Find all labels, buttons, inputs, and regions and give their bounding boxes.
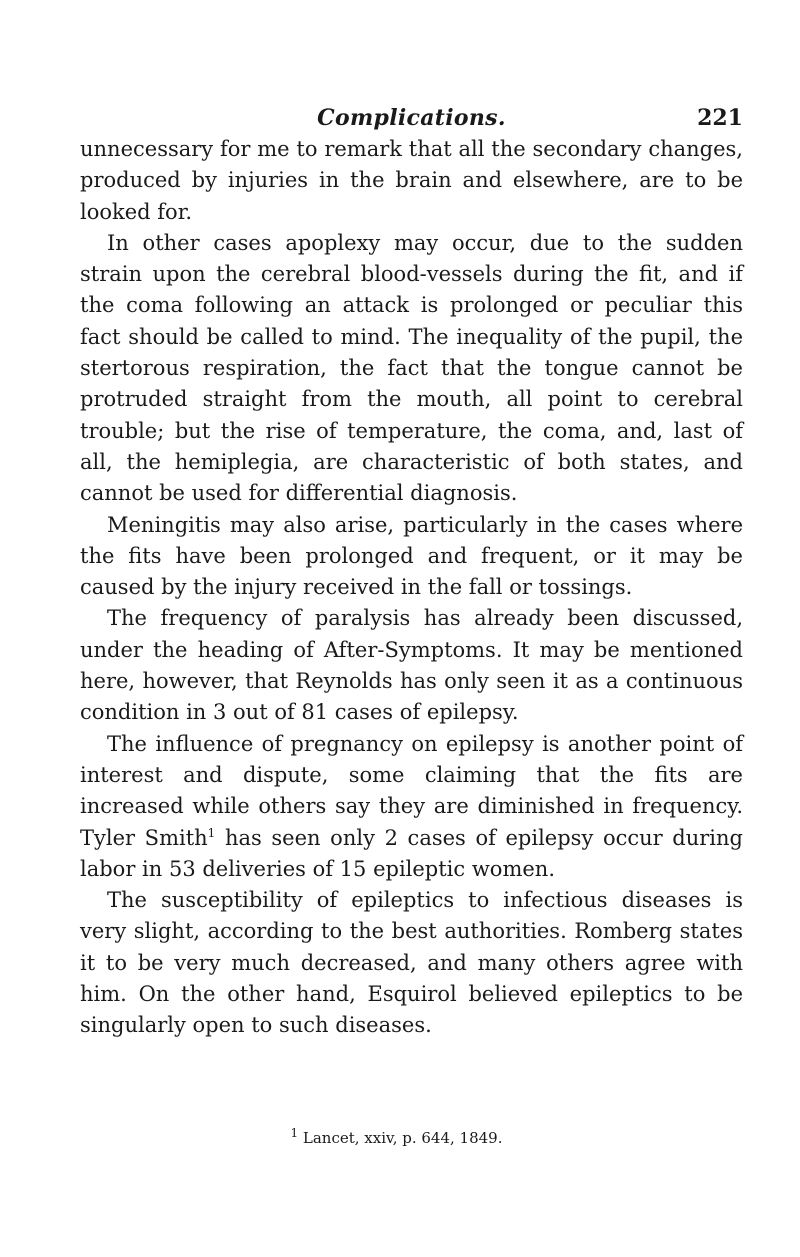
paragraph-continuation: unnecessary for me to remark that all the secondary changes, produced by injuries in the brain and elsewhere, are to be looked for.: [80, 137, 743, 224]
paragraph-paralysis: The frequency of paralysis has already been discussed, under the heading of After-Symptoms. It may be mentioned here, however, that Reynolds has only seen it as a continuous condition in 3 out of 81 cases of epilepsy.: [80, 606, 743, 725]
paragraph-pregnancy: [80, 729, 743, 885]
paragraph-susceptibility: The susceptibility of epileptics to infectious diseases is very slight, according to the best authorities. Romberg states it to be very much decreased, and many others agree with him. On the other hand, Esquirol believed epileptics to be singularly open to such diseases.: [80, 888, 743, 1038]
footnote-reference: 1: [207, 825, 216, 840]
pregnancy-text-end: has seen only 2 cases of epilepsy occur during labor in 53 deliveries of 15 epileptic women.: [80, 825, 743, 881]
running-head: [80, 100, 743, 136]
footnote-mark: 1: [290, 1126, 299, 1140]
paragraph-meningitis: Meningitis may also arise, particularly in the cases where the fits have been prolonged and frequent, or it may be caused by the injury received in the fall or tossings.: [80, 512, 743, 600]
footnote: [80, 1128, 743, 1148]
body-text: [80, 134, 743, 1042]
page-number: 221: [697, 105, 743, 131]
pregnancy-text-start: The influence of pregnancy on epilepsy is another point of interest and dispute, some claiming that the fits are increased while others say they are diminished in frequency. Tyler Smith: [80, 731, 743, 850]
running-title: Complications.: [317, 105, 506, 131]
paragraph-apoplexy: In other cases apoplexy may occur, due to the sudden strain upon the cerebral blood-vessels during the fit, and if the coma following an attack is prolonged or peculiar this fact should be called to mind. The inequality of the pupil, the stertorous respiration, the fact that the tongue cannot be protruded straight from the mouth, all point to cerebral trouble; but the rise of temperature, the coma, and, last of all, the hemiplegia, are characteristic of both states, and cannot be used for differential diagnosis.: [80, 230, 743, 506]
footnote-text: Lancet, xxiv, p. 644, 1849.: [298, 1129, 503, 1147]
